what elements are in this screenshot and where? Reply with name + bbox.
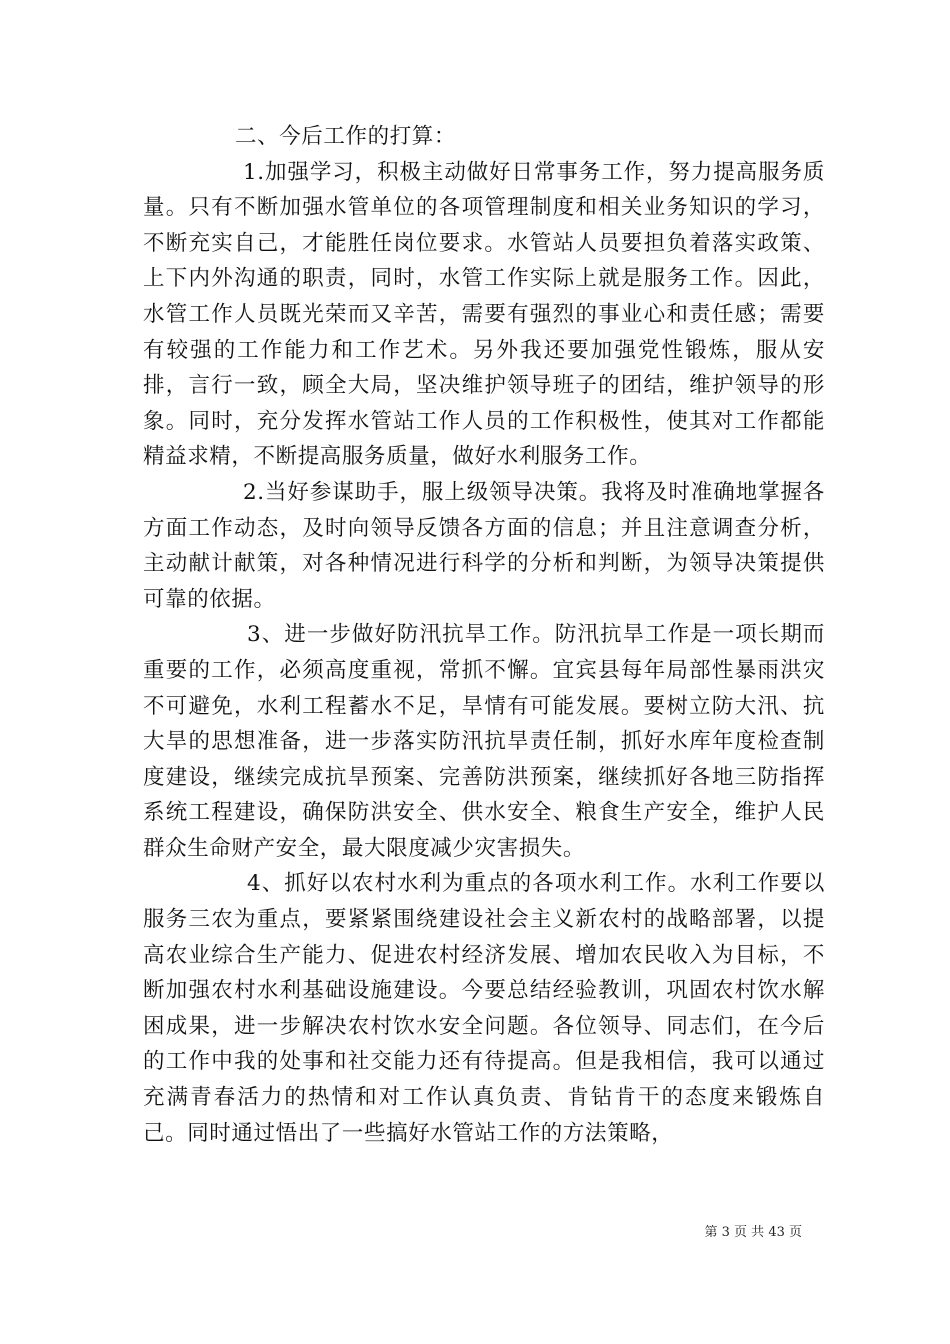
paragraph-2: 2.当好参谋助手，服上级领导决策。我将及时准确地掌握各方面工作动态，及时向领导反馈各方面的信息；并且注意调查分析，主动献计献策，对各种情况进行科学的分析和判断，为领导决策提供可靠的依据。	[143, 479, 825, 612]
page-number-footer: 第 3 页 共 43 页	[704, 1225, 802, 1240]
section-heading: 二、今后工作的打算：	[235, 124, 457, 149]
document-body	[143, 119, 825, 1151]
paragraph-3: 3、进一步做好防汛抗旱工作。防汛抗旱工作是一项长期而重要的工作，必须高度重视，常抓不懈。宜宾县每年局部性暴雨洪灾不可避免，水利工程蓄水不足，旱情有可能发展。要树立防大汛、抗大旱的思想准备，进一步落实防汛抗旱责任制，抓好水库年度检查制度建设，继续完成抗旱预案、完善防洪预案，继续抓好各地三防指挥系统工程建设，确保防洪安全、供水安全、粮食生产安全，维护人民群众生命财产安全，最大限度减少灾害损失。	[143, 622, 825, 861]
paragraph-1: 1.加强学习，积极主动做好日常事务工作，努力提高服务质量。只有不断加强水管单位的各项管理制度和相关业务知识的学习，不断充实自己，才能胜任岗位要求。水管站人员要担负着落实政策、上下内外沟通的职责，同时，水管工作实际上就是服务工作。因此，水管工作人员既光荣而又辛苦，需要有强烈的事业心和责任感；需要有较强的工作能力和工作艺术。另外我还要加强党性锻炼，服从安排，言行一致，顾全大局，坚决维护领导班子的团结，维护领导的形象。同时，充分发挥水管站工作人员的工作积极性，使其对工作都能精益求精，不断提高服务质量，做好水利服务工作。	[143, 159, 825, 470]
paragraph-4: 4、抓好以农村水利为重点的各项水利工作。水利工作要以服务三农为重点，要紧紧围绕建设社会主义新农村的战略部署，以提高农业综合生产能力、促进农村经济发展、增加农民收入为目标，不断加强农村水利基础设施建设。今要总结经验教训，巩固农村饮水解困成果，进一步解决农村饮水安全问题。各位领导、同志们，在今后的工作中我的处事和社交能力还有待提高。但是我相信，我可以通过充满青春活力的热情和对工作认真负责、肯钻肯干的态度来锻炼自己。同时通过悟出了一些搞好水管站工作的方法策略，	[143, 871, 825, 1146]
